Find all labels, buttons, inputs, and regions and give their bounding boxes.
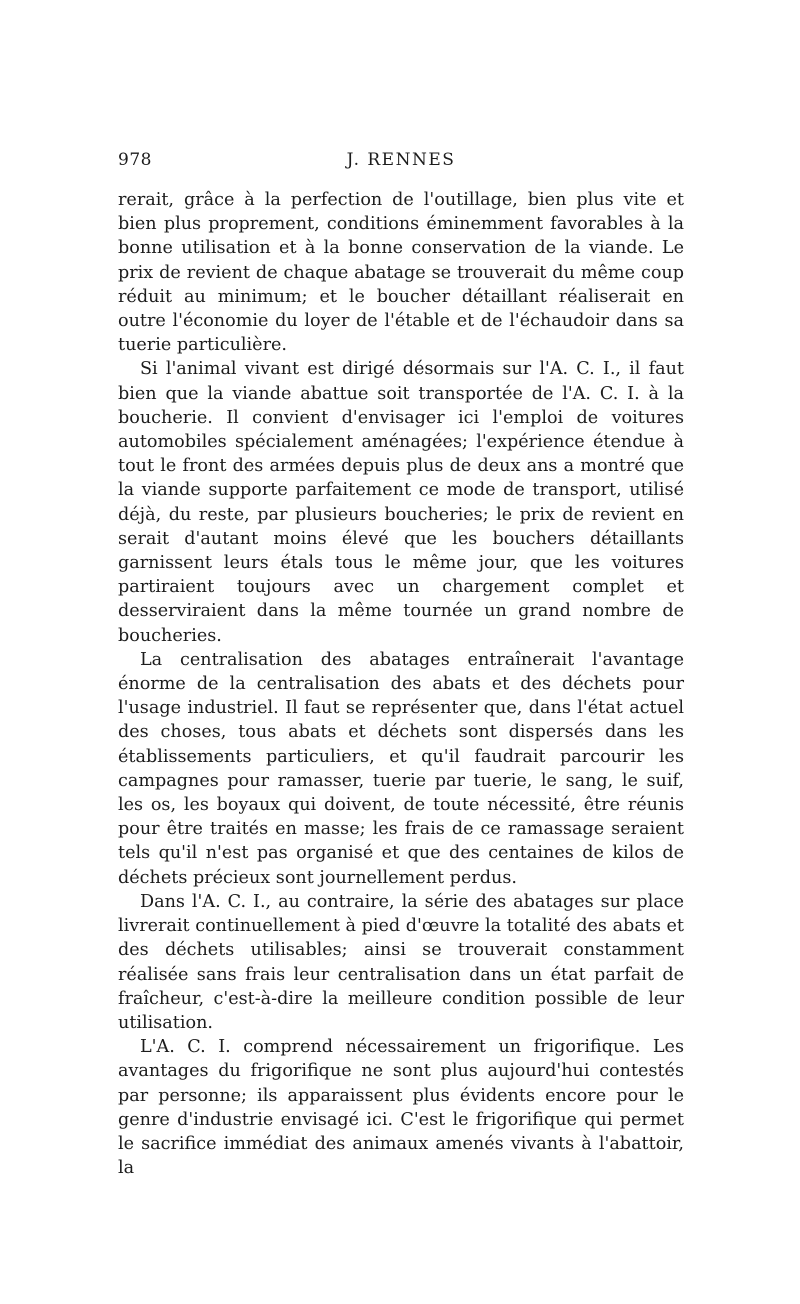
paragraph: La centralisation des abatages entraînerait l'avantage énorme de la centralisation des abats et des déchets pour l'usage industriel. Il faut se représenter que, dans l'état actuel des choses, tous abats et déchets sont dispersés dans les établissements particuliers, et qu'il faudrait parcourir les campagnes pour ramasser, tuerie par tuerie, le sang, le suif, les os, les boyaux qui doivent, de toute nécessité, être réunis pour être traités en masse; les frais de ce ramassage seraient tels qu'il n'est pas organisé et que des centaines de kilos de déchets précieux sont journellement perdus. [118, 649, 684, 888]
paragraph: Dans l'A. C. I., au contraire, la série des abatages sur place livrerait continuellement à pied d'œuvre la totalité des abats et des déchets utilisables; ainsi se trouverait constamment réalisée sans frais leur centralisation dans un état parfait de fraîcheur, c'est-à-dire la meilleure condition possible de leur utilisation. [118, 891, 684, 1033]
running-title: J. RENNES [346, 150, 456, 170]
paragraph: L'A. C. I. comprend nécessairement un frigorifique. Les avantages du frigorifique ne sont plus aujourd'hui contestés par personne; ils apparaissent plus évidents encore pour le genre d'industrie envisagé ici. C'est le frigorifique qui permet le sacrifice immédiat des animaux amenés vivants à l'abattoir, la [118, 1037, 684, 1179]
paragraph: Si l'animal vivant est dirigé désormais sur l'A. C. I., il faut bien que la viande abattue soit transportée de l'A. C. I. à la boucherie. Il convient d'envisager ici l'emploi de voitures automobiles spécialement aménagées; l'expérience étendue à tout le front des armées depuis plus de deux ans a montré que la viande supporte parfaitement ce mode de transport, utilisé déjà, du reste, par plusieurs boucheries; le prix de revient en serait d'autant moins élevé que les bouchers détaillants garnissent leurs étals tous le même jour, que les voitures partiraient toujours avec un chargement complet et desserviraient dans la même tournée un grand nombre de boucheries. [118, 359, 684, 646]
page-number: 978 [118, 150, 152, 170]
body-text [118, 188, 684, 1180]
running-head [118, 150, 684, 174]
paragraph-continued: rerait, grâce à la perfection de l'outillage, bien plus vite et bien plus proprement, conditions éminemment favorables à la bonne utilisation et à la bonne conservation de la viande. Le prix de revient de chaque abatage se trouverait du même coup réduit au minimum; et le boucher détaillant réaliserait en outre l'économie du loyer de l'étable et de l'échaudoir dans sa tuerie particulière. [118, 190, 684, 356]
